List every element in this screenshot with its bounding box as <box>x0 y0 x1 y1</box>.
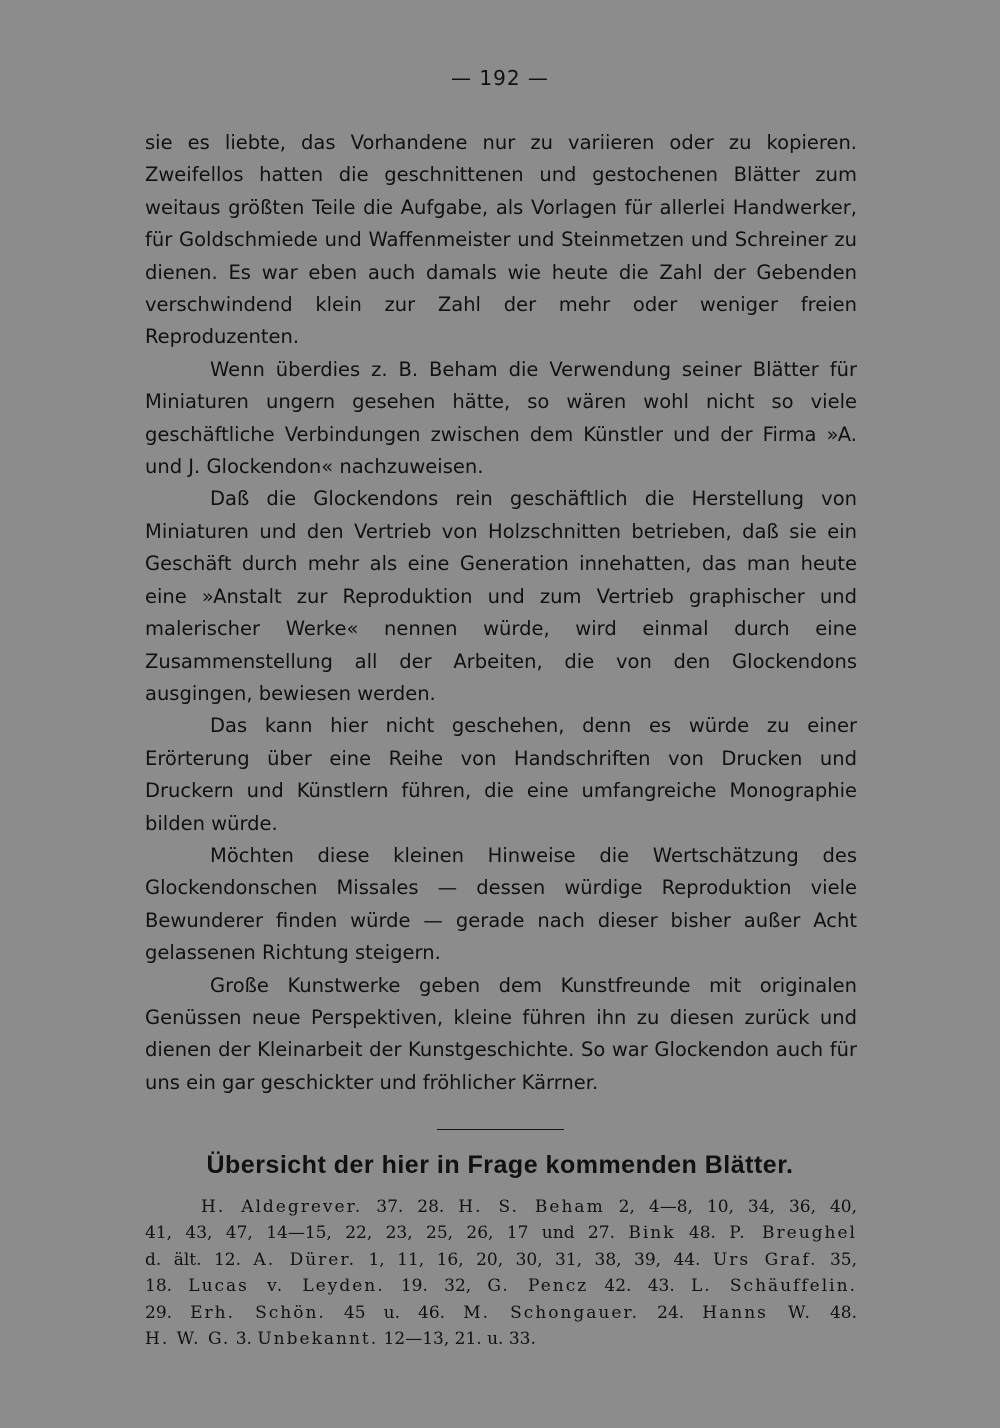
overview-line <box>145 1300 857 1326</box>
paragraph: Große Kunstwerke geben dem Kunstfreunde mit originalen Genüssen neue Perspektiven, kleine führen ihn zu diesen zurück und dienen der Kleinarbeit der Kunstgeschichte. So war Glockendon auch für uns ein gar geschickter und fröhlicher Kärrner. <box>145 973 857 1094</box>
artist-name: L. Schäuffelin. <box>690 1276 857 1297</box>
sheet-numbers: 45 u. 46. <box>325 1302 464 1323</box>
sheet-numbers: 37. 28. <box>362 1197 459 1217</box>
body-text <box>145 127 857 1099</box>
sheet-numbers: 42. 43. <box>588 1276 691 1297</box>
overview-line <box>145 1220 857 1246</box>
overview-line <box>145 1326 857 1352</box>
sheet-numbers: 41, 43, 47, 14—15, 22, 23, 25, 26, 17 und 27. <box>145 1223 629 1244</box>
paragraph: sie es liebte, das Vorhandene nur zu variieren oder zu kopieren. Zweifellos hatten die geschnittenen und gestochenen Blätter zum weitaus größten Teile die Aufgabe, als Vorlagen für allerlei Handwerker, für Goldschmiede und Waffenmeister und Steinmetzen und Schreiner zu dienen. Es war eben auch damals wie heute die Zahl der Gebenden verschwindend klein zur Zahl der mehr oder weniger freien Reproduzenten. <box>145 131 857 349</box>
paragraph: Daß die Glockendons rein geschäftlich die Herstellung von Miniaturen und den Vertrieb von Holzschnitten betrieben, daß sie ein Geschäft durch mehr als eine Generation innehatten, das man heute eine »Anstalt zur Reproduktion und zum Vertrieb graphischer und malerischer Werke« nennen würde, wird einmal durch eine Zusammenstellung all der Arbeiten, die von den Glockendons ausgingen, bewiesen werden. <box>145 487 857 705</box>
artist-name: P. Breughel <box>729 1223 857 1244</box>
sheet-numbers: 1, 11, 16, 20, 30, 31, 38, 39, 44. <box>356 1249 713 1270</box>
sheet-numbers: 2, 4—8, 10, 34, 36, 40, <box>604 1197 857 1217</box>
sheet-numbers: 24. <box>639 1302 703 1323</box>
sheet-numbers: 18. <box>145 1276 189 1297</box>
section-divider <box>437 1129 564 1130</box>
sheet-numbers: 48. <box>811 1302 857 1323</box>
sheet-numbers: d. ält. 12. <box>145 1249 254 1270</box>
artist-name: Erh. Schön. <box>190 1302 326 1323</box>
artist-name: Lucas v. Leyden. <box>188 1276 385 1297</box>
sheet-numbers: 35, <box>817 1249 858 1270</box>
paragraph: Möchten diese kleinen Hinweise die Wertschätzung des Glockendonschen Missales — dessen würdige Reproduktion viele Bewunderer finden würde — gerade nach dieser bisher außer Acht gelassenen Richtung steigern. <box>145 843 857 965</box>
artist-name: Urs Graf. <box>712 1249 818 1270</box>
overview-line <box>145 1194 857 1220</box>
overview-heading: Übersicht der hier in Frage kommenden Blätter. <box>206 1151 794 1179</box>
page-number: — 192 — <box>451 66 549 90</box>
artist-name: Unbekannt. <box>257 1329 379 1350</box>
paragraph: Das kann hier nicht geschehen, denn es würde zu einer Erörterung über eine Reihe von Handschriften von Drucken und Druckern und Künstlern führen, die eine umfangreiche Monographie bilden würde. <box>145 714 857 835</box>
artist-name: H. S. Beham <box>458 1197 605 1217</box>
artist-name: A. Dürer. <box>253 1249 357 1270</box>
artist-name: Bink <box>628 1223 676 1244</box>
sheet-numbers: 19. 32, <box>384 1276 488 1297</box>
sheet-numbers: 12—13, 21. u. 33. <box>378 1329 536 1350</box>
overview-line <box>145 1247 857 1273</box>
artist-name: H. Aldegrever. <box>201 1197 363 1217</box>
overview-line <box>145 1273 857 1299</box>
artist-name: M. Schongauer. <box>463 1302 640 1323</box>
artist-name: G. Pencz <box>487 1276 589 1297</box>
sheet-numbers: 48. <box>675 1223 730 1244</box>
paragraph: Wenn überdies z. B. Beham die Verwendung seiner Blätter für Miniaturen ungern gesehen hätte, so wären wohl nicht so viele geschäftliche Verbindungen zwischen dem Künstler und der Firma »A. und J. Glockendon« nachzuweisen. <box>145 357 857 479</box>
sheet-numbers: 29. <box>145 1302 191 1323</box>
artist-name: Hanns W. <box>702 1302 812 1323</box>
overview-list <box>145 1194 857 1352</box>
artist-name: H. W. G. <box>145 1329 231 1350</box>
sheet-numbers: 3. <box>230 1329 258 1350</box>
